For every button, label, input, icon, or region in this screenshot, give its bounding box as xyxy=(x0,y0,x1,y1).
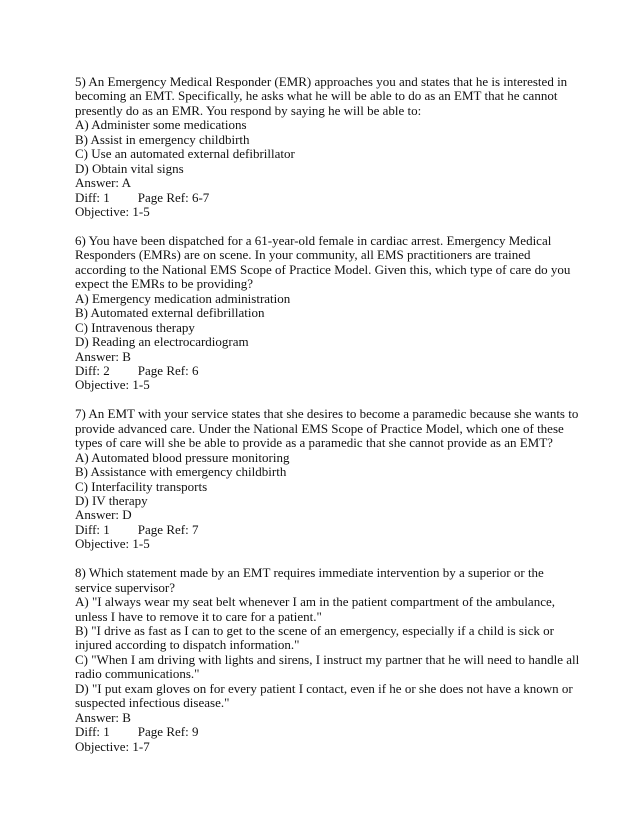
question-stem-line: according to the National EMS Scope of Practice Model. Given this, which type of care do you xyxy=(75,261,571,277)
answer-option xyxy=(75,162,575,176)
question-stem-line: 7) An EMT with your service states that she desires to become a paramedic because she wants to xyxy=(75,406,579,422)
answer-option xyxy=(75,321,575,335)
difficulty: Diff: 1 xyxy=(75,724,110,740)
answer-option-line: A) "I always wear my seat belt whenever I am in the patient compartment of the ambulance, xyxy=(75,594,555,610)
answer-option-line: C) Use an automated external defibrillator xyxy=(75,146,295,162)
answer-option-line: C) Interfacility transports xyxy=(75,478,208,494)
answer-option xyxy=(75,118,575,132)
question-stem-line: service supervisor? xyxy=(75,579,175,595)
answer-option-line: B) "I drive as fast as I can to get to the scene of an emergency, especially if a child is sick or xyxy=(75,623,554,639)
answer-option-line: injured according to dispatch information." xyxy=(75,637,300,653)
answer-option-line: D) IV therapy xyxy=(75,493,148,509)
answer-key: Answer: B xyxy=(75,348,131,364)
question-stem xyxy=(75,234,575,292)
difficulty: Diff: 1 xyxy=(75,521,110,537)
page-ref: Page Ref: 9 xyxy=(137,724,199,740)
answer-option xyxy=(75,465,575,479)
objective: Objective: 1-7 xyxy=(75,738,150,754)
answer-option-line: D) Obtain vital signs xyxy=(75,160,184,176)
question-stem-line: Responders (EMRs) are on scene. In your community, all EMS practitioners are trained xyxy=(75,247,531,263)
question-stem xyxy=(75,566,575,595)
answer-option xyxy=(75,306,575,320)
answer-option xyxy=(75,292,575,306)
answer-option xyxy=(75,133,575,147)
difficulty: Diff: 1 xyxy=(75,189,110,205)
question-block xyxy=(75,234,575,393)
question-block xyxy=(75,565,580,754)
difficulty-pageref xyxy=(75,364,575,378)
objective: Objective: 1-5 xyxy=(75,204,150,220)
answer-option-line: C) Intravenous therapy xyxy=(75,319,195,335)
difficulty-pageref xyxy=(75,725,575,739)
question-stem-line: expect the EMRs to be providing? xyxy=(75,276,253,292)
question-stem-line: 5) An Emergency Medical Responder (EMR) approaches you and states that he is interested in xyxy=(75,74,568,89)
answer-option-line: radio communications." xyxy=(75,666,200,682)
question-stem-line: presently do as an EMR. You respond by saying he will be able to: xyxy=(75,102,422,118)
question-block xyxy=(75,75,575,220)
answer-option xyxy=(75,651,580,682)
answer-option xyxy=(75,480,575,494)
answer-option xyxy=(75,451,575,465)
answer-option-line: suspected infectious disease." xyxy=(75,695,230,711)
answer-option-line: B) Assist in emergency childbirth xyxy=(75,131,250,147)
answer-option-line: A) Emergency medication administration xyxy=(75,290,291,306)
answer-option-line: D) "I put exam gloves on for every patient I contact, even if he or she does not have a known or xyxy=(75,680,573,696)
answer-option-line: B) Assistance with emergency childbirth xyxy=(75,464,287,480)
document-page xyxy=(75,74,580,769)
answer-option xyxy=(75,624,575,653)
question-stem-line: becoming an EMT. Specifically, he asks what he will be able to do as an EMT that he cannot xyxy=(75,88,558,104)
answer-option xyxy=(75,335,575,349)
answer-option xyxy=(75,147,575,161)
question-stem-line: provide advanced care. Under the National EMS Scope of Practice Model, which one of these xyxy=(75,420,564,436)
question-stem xyxy=(75,75,575,118)
answer-option-line: C) "When I am driving with lights and sirens, I instruct my partner that he will need to handle all xyxy=(75,651,580,667)
question-stem-line: 8) Which statement made by an EMT requires immediate intervention by a superior or the xyxy=(75,565,544,581)
difficulty-pageref xyxy=(75,191,575,205)
page-ref: Page Ref: 6-7 xyxy=(137,189,210,205)
question-stem-line: 6) You have been dispatched for a 61-year-old female in cardiac arrest. Emergency Medical xyxy=(75,232,552,248)
answer-option-line: D) Reading an electrocardiogram xyxy=(75,334,249,350)
answer-option xyxy=(75,682,575,711)
answer-option-line: B) Automated external defibrillation xyxy=(75,305,265,321)
answer-option-line: A) Administer some medications xyxy=(75,117,247,133)
answer-key: Answer: A xyxy=(75,175,131,191)
answer-option-line: A) Automated blood pressure monitoring xyxy=(75,449,290,465)
answer-option xyxy=(75,494,575,508)
difficulty: Diff: 2 xyxy=(75,363,110,378)
difficulty-pageref xyxy=(75,523,575,537)
page-ref: Page Ref: 7 xyxy=(137,521,199,537)
answer-key: Answer: D xyxy=(75,507,132,523)
answer-option-line: unless I have to remove it to care for a patient." xyxy=(75,608,322,624)
objective: Objective: 1-5 xyxy=(75,377,150,393)
objective: Objective: 1-5 xyxy=(75,536,150,552)
question-stem xyxy=(75,406,579,451)
question-stem-line: types of care will she be able to provide as a paramedic that she cannot provide as an EMT? xyxy=(75,435,553,451)
page-ref: Page Ref: 6 xyxy=(137,363,199,378)
answer-option xyxy=(75,595,575,624)
answer-key: Answer: B xyxy=(75,709,131,725)
question-block xyxy=(75,406,579,552)
